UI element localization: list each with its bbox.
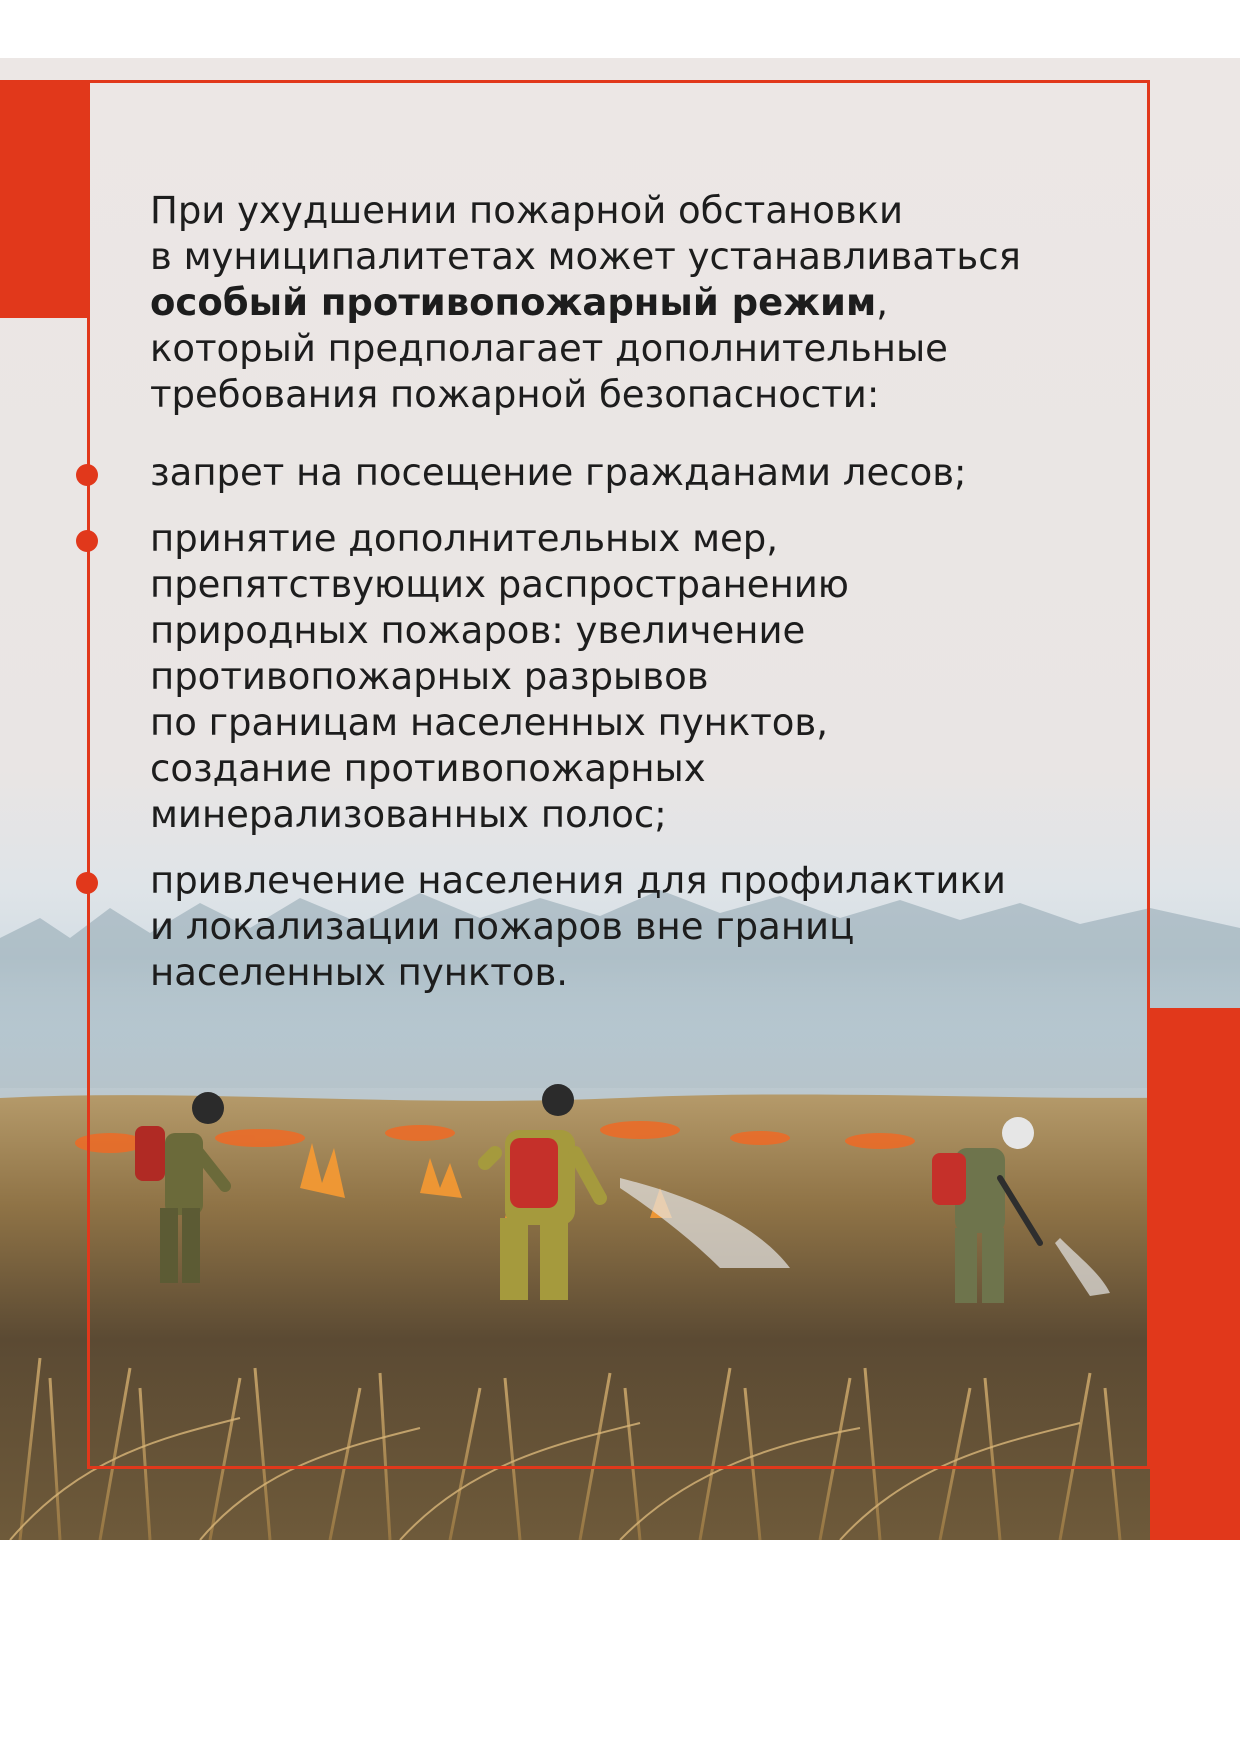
list-item-line: природных пожаров: увеличение [150, 609, 806, 652]
intro-line: в муниципалитетах может устанавливаться [150, 235, 1021, 278]
list-item [150, 516, 1090, 838]
accent-block-top-left [0, 80, 87, 318]
requirements-list [150, 450, 1090, 996]
list-item-line: принятие дополнительных мер, [150, 517, 778, 560]
list-item-line: препятствующих распространению [150, 563, 849, 606]
bullet-dot-icon [76, 464, 98, 486]
list-item-line: запрет на посещение гражданами лесов; [150, 451, 967, 494]
list-item [150, 858, 1090, 996]
intro-line: который предполагает дополнительные [150, 327, 948, 370]
list-item-line: минерализованных полос; [150, 793, 667, 836]
poster [0, 58, 1240, 1540]
bullet-dot-icon [76, 872, 98, 894]
bullet-dot-icon [76, 530, 98, 552]
intro-bold-phrase: особый противопожарный режим [150, 281, 877, 324]
list-item-line: населенных пунктов. [150, 951, 569, 994]
list-item-line: привлечение населения для профилактики [150, 859, 1006, 902]
intro-line: требования пожарной безопасности: [150, 373, 880, 416]
list-item-line: создание противопожарных [150, 747, 706, 790]
intro-line: При ухудшении пожарной обстановки [150, 189, 904, 232]
intro-paragraph [150, 188, 1090, 418]
list-item-line: и локализации пожаров вне границ [150, 905, 855, 948]
text-block [150, 188, 1090, 1016]
list-item-line: по границам населенных пунктов, [150, 701, 828, 744]
list-item [150, 450, 1090, 496]
list-item-line: противопожарных разрывов [150, 655, 709, 698]
accent-block-bottom-right [1150, 1008, 1240, 1540]
intro-bold-suffix: , [876, 281, 888, 324]
